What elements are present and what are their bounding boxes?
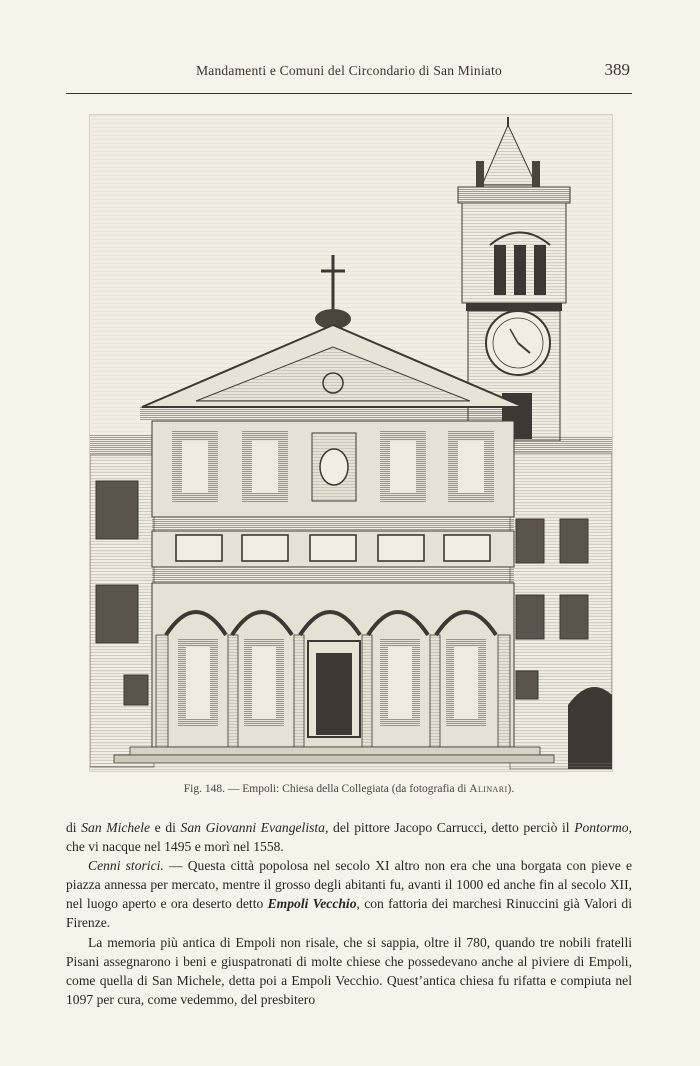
paragraph-2 <box>66 856 632 932</box>
engraving-illustration <box>90 115 612 771</box>
p2-empoli-vecchio: Empoli Vecchio <box>267 896 357 912</box>
left-building <box>90 435 158 767</box>
caption-end: ). <box>507 783 515 795</box>
p1-text-c: , del pittore Jacopo Carrucci, detto perciò il <box>324 820 575 835</box>
page-header <box>66 60 632 88</box>
p2-text-end: , con fattoria dei marchesi Rinuccini già Valori di Firenze. <box>66 896 632 931</box>
caption-photo-credit: Alinari <box>469 783 508 795</box>
p3-text: La memoria più antica di Empoli non risale, che si sappia, oltre il 780, quando tre nobili fratelli Pisani assegnarono i beni e giuspatronati di molte chiese che possedevano anche al piviere di Empoli, come quella di San Michele, detta poi a Empoli Vecchio. Quest’antica chiesa fu rifatta e compiuta nel 1097 per cura, come vedemmo, del presbitero <box>66 934 632 1007</box>
body-text <box>66 818 632 1009</box>
page-number: 389 <box>604 60 630 79</box>
p1-text-a: di <box>66 820 82 835</box>
paragraph-1 <box>66 818 632 856</box>
p1-pontormo: Pontormo <box>574 820 629 835</box>
header-rule <box>66 93 632 94</box>
right-building <box>508 437 612 769</box>
paragraph-3 <box>66 933 632 1009</box>
p1-saint-giovanni: San Giovanni Evangelista <box>180 820 325 835</box>
engraving-collegiata-empoli <box>89 114 613 772</box>
p1-text-b: e di <box>150 820 181 835</box>
running-head: Mandamenti e Comuni del Circondario di San Miniato <box>196 63 502 78</box>
figure-caption <box>66 783 632 795</box>
section-heading-cenni-storici: Cenni storici. <box>88 858 164 874</box>
p2-text: — Questa città popolosa nel secolo XI altro non era che una borgata con pieve e piazza annessa per mercato, mentre il grosso degli abitanti fu, avanti il 1000 ed anche fin al secolo XII, nel luogo aperto e ora deserto detto <box>66 858 632 912</box>
p1-saint-michele: San Michele <box>81 820 151 835</box>
p1-text-d: , che vi nacque nel 1495 e morì nel 1558. <box>66 820 632 855</box>
caption-text: Fig. 148. — Empoli: Chiesa della Collegiata (da fotografia di <box>183 783 470 795</box>
